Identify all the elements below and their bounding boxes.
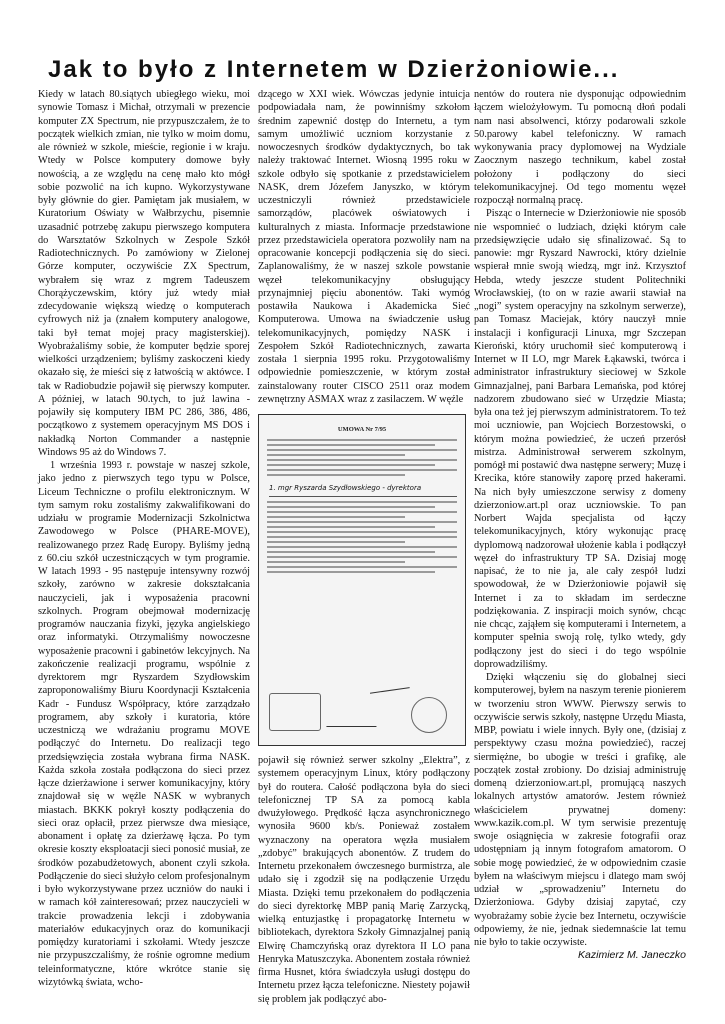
paragraph: dzącego w XXI wiek. Wówczas jedynie intuicja podpowiadała nam, że powinniśmy szkołom średnim zapewnić dostęp do Internetu, a tym samym umożliwić uczniom korzystanie z nowoczesnych środków dydaktycznych, bo tak należy traktować Internet. Wiosną 1995 roku w szkole odbyło się spotkanie z przedstawicielem NASK, drem Józefem Janyszko, w którym uczestniczyli również przedstawiciele samorządów, placówek oświatowych i kulturalnych z miasta. Informacje przedstawione przez przedstawiciela operatora pozwoliły nam na opracowanie koncepcji podłączenia się do sieci. Zaplanowaliśmy, że w naszej szkole powstanie węzeł telekomunikacyjny obsługujący przynajmniej pięciu abonentów. Taki wymóg postawiła Naukowa i Akademicka Sieć Komputerowa. Umowa na świadczenie usług telekomunikacyjnych, pomiędzy NASK i Zespołem Szkół Radiotechnicznych, zawarta została 1 sierpnia 1995 roku. Przygotowaliśmy odpowiednie pomieszczenie, w którym został zainstalowany router CISCO 2511 oraz modem zewnętrzny ASMAX wraz z zasilaczem. W węźle: [258, 89, 470, 405]
paragraph: Dzięki włączeniu się do globalnej sieci komputerowej, byłem na naszym terenie pionierem w tworzeniu stron WWW. Pierwszy serwis to oczywiście serwis szkoły, następne Urzędu Miasta, MBP, powiatu i wiele innych. Były one, (dzisiaj z perspektywy czasu można powiedzieć), raczej siermiężne, bo ubogie w treści i grafikę, ale początek został zrobiony. Do dzisiaj administruję domeną dzierzoniow.art.pl, promującą naszych lokalnych artystów amatorów. Jestem również właścicielem prywatnej domeny: www.kazik.com.pl. W tym serwisie prezentuję swoje osiągnięcia w zakresie fotografii oraz udostępniam ją innym fotografom amatorom. O sobie mogę powiedzieć, że w odpowiednim czasie byłem na właściwym miejscu i dlatego mam swój udział w „sprowadzeniu” Internetu do Dzierżoniowa. Gdyby dzisiaj zapytać, czy wyobrażamy sobie życie bez Internetu, oczywiście odpowiemy, że nie, jednak siedemnaście lat temu nie było to takie oczywiste.: [474, 672, 686, 948]
paragraph: Kiedy w latach 80.siątych ubiegłego wieku, moi synowie Tomasz i Michał, otrzymali w prezencie komputer ZX Spectrum, nie przypuszczałem, że to początek wielkich zmian, nie tylko w moim domu, ale również w szkole, mieście, regionie i w kraju. Wtedy w Polsce komputery domowe były nowością, a ze względu na cenę mało kto mógł sobie pozwolić na ich kupno. Wykorzystywane były głównie do gier. Pamiętam jak musiałem, w Kuratorium Oświaty w Wałbrzychu, pisemnie uzasadnić potrzebę zakupu pierwszego komputera do Warsztatów Szkolnych w Zespole Szkół Radiotechnicznych. Po zamówiony w Zielonej Górze komputer, oczywiście ZX Spectrum, wybrałem się wraz z mgrem Tadeuszem Chorążyczewskim, który już wtedy miał zdecydowanie większą wiedzę o komputerach cyfrowych niż ja (znałem komputery analogowe, taki był temat mojej pracy magisterskiej). Wyobrażaliśmy sobie, że komputer będzie sporej wielkości urządzeniem; byliśmy zaskoczeni kiedy okazało się, że mieści się z łatwością w aktówce. I tak w Radiobudzie pojawił się pierwszy komputer. A później, w latach 90.tych, to już lawina - pojawiły się komputery IBM PC 286, 386, 486, początkowo z systemem operacyjnym MS DOS i nakładką Norton Commander a następnie Windows 95 aż do Windows 7.: [38, 89, 250, 458]
scan-heading: UMOWA Nr 7/95: [337, 426, 387, 433]
scan-text-line: [267, 501, 457, 503]
scan-text-line: [267, 551, 435, 553]
scan-text-line: [267, 439, 457, 441]
scan-text-line: [267, 459, 457, 461]
scan-text-line: [267, 556, 457, 558]
scan-text-line: [267, 474, 405, 476]
scanned-agreement-image: [258, 414, 466, 746]
stamp-mark: [269, 693, 321, 731]
scan-text-line: [267, 531, 457, 533]
paragraph: 1 września 1993 r. powstaje w naszej szkole, jako jedno z pierwszych tego typu w Polsce, Liceum Techniczne o profilu elektronicznym. W tym samym roku zostaliśmy zakwalifikowani do udziału w programie Modernizacji Szkolnictwa Zawodowego w Polsce (PHARE-MOVE), realizowanego przez Radę Europy. Byliśmy jedną z 60.ciu szkół uczestniczących w tym programie. W latach 1993 - 95 następuje intensywny rozwój szkoły, zarówno w zakresie dokształcania nauczycieli, jak i wyposażenia pracowni szkolnych. Program obejmował modernizację programów nauczania fizyki, języka angielskiego oraz informatyki. Otrzymaliśmy nowoczesne wyposażenie pracowni i gabinetów lekcyjnych. Na zakończenie realizacji programu, wspólnie z dyrektorem mgr Ryszardem Szydłowskim zaproponowaliśmy Biuru Koordynacji Kształcenia Kadr - Fundusz Współpracy, które zarządzało programem, aby szkoły i kuratoria, które uczestniczą we wdrażaniu programu MOVE podłączyć do Internetu. Do realizacji tego przedsięwzięcia została wybrana firma NASK. Każda szkoła została podłączona do sieci przez łącze dzierżawione i serwer komunikacyjny, który znajdował się w węźle NASK w wybranych miastach. BKKK pokrył koszty podłączenia do sieci oraz opłacił, przez pierwsze dwa miesiące, abonament i opłatę za dzierżawę łącza. Po tym okresie koszty eksploatacji sieci ponosić musiał, ze środków pozabudżetowych, abonent czyli szkoła. Podłączenie do sieci służyło celom profesjonalnym i było wykorzystywane przez uczniów do nauki i w ramach kół zainteresowań; przez nauczycieli w trakcie prowadzenia lekcji i zdobywania materiałów edukacyjnych oraz do komunikacji pomiędzy kuratoriami i szkołami. Wtedy jeszcze nie przypuszczaliśmy, że rośnie ogromne medium teleinformatyczne, które wkrótce stanie się wizytówką świata, wcho-: [38, 460, 250, 988]
scan-text-line: [267, 541, 405, 543]
scan-text-line: [267, 566, 457, 568]
scan-text-line: [267, 561, 405, 563]
round-seal-mark: [411, 697, 447, 733]
paragraph: Pisząc o Internecie w Dzierżoniowie nie sposób nie wspomnieć o ludziach, dzięki którym całe przedsięwzięcie udało się sfinalizować. Są to panowie: mgr Ryszard Nawrocki, który dzielnie wspierał mnie swoją wiedzą, mgr inż. Krzysztof Hebda, wtedy jeszcze student Politechniki Wrocławskiej, (to on w razie awarii stawiał na „nogi” system operacyjny na szkolnym serwerze), pan Tomasz Maciejak, który nauczył mnie instalacji i konfiguracji Linuxa, mgr Szczepan Kieroński, który uruchomił sieć komputerową i Internet w II LO, mgr Marek Łąkawski, twórca i administrator infrastruktury sieciowej w Szkole Gimnazjalnej, pani Barbara Lemańska, pod której nadzorem zbudowano sieć w Urzędzie Miasta; była ona też jej pierwszym administratorem. To też moi uczniowie, pan Wojciech Borzestowski, o którym można powiedzieć, że uczeń przerósł mistrza. Administrował serwerem szkolnym, pomógł mi postawić dwa następne serwery; Muzę i Krecika, które stanowiły zaporę przed hakerami. Na nich były umieszczone serwisy z domeny dzierzoniow.art.pl oraz uczniowskie. To pan Norbert Wajda specjalista od łączy telekomunikacyjnych, który wykonując pracę dyplomową nadzorował ułożenie kabla i podłączył węzeł do infrastruktury TP SA. Dzisiaj mogę napisać, że to nie ja, ale cały zespół ludzi spowodował, że w Dzierżoniowie pojawił się Internet i za to składam im serdeczne podziękowania. Z inspiracji moich synów, chcąc nie chcąc, zająłem się komputerami i Internetem, a komputer spełnia swoją rolę, tylko wtedy, gdy podłączony jest do sieci i do tego wspólnie doprowadziliśmy.: [474, 208, 686, 670]
article-title: Jak to było z Internetem w Dzierżoniowie...: [48, 56, 620, 83]
scan-text-line: [267, 449, 457, 451]
scan-text-line: [267, 444, 435, 446]
scan-text-line: [267, 546, 457, 548]
paragraph: pojawił się również serwer szkolny „Elektra”, z systemem operacyjnym Linux, który podłączony był do routera. Całość podłączona była do sieci telefonicznej TP SA za pomocą kabla dwużyłowego. Prędkość łącza asynchronicznego wynosiła 9600 kb/s. Ponieważ zostałem wyznaczony na operatora węzła musiałem „zdobyć” brakujących abonentów. Z trudem do Internetu przekonałem ówczesnego burmistrza, ale udało się i zgodził się na podłączenie Urzędu Miasta. Dzięki temu przekonałem do podłączenia do sieci dyrektorkę MBP panią Marię Zarzycką, wielką entuzjastkę i propagatorkę Internetu w bibliotekach, dyrektora Szkoły Gimnazjalnej panią Elwirę Chamczyńską oraz dyrektora II LO pana Henryka Matuszczyka. Abonentem została również firma Husnet, która świadczyła usługi dostępu do Internetu przez łącza telefoniczne. Niestety pojawił się problem jak podłączyć abo-: [258, 755, 470, 1005]
scan-text-line: [267, 511, 457, 513]
column-2: [258, 88, 470, 1008]
scan-text-line: [267, 464, 435, 466]
scan-text-line: [267, 454, 405, 456]
column-1: [38, 88, 250, 1008]
scan-text-line: [267, 521, 457, 523]
scan-handwriting: 1. mgr Ryszarda Szydłowskiego - dyrektora: [269, 482, 457, 496]
scan-text-line: [267, 526, 435, 528]
author-signature: Kazimierz M. Janeczko: [578, 949, 686, 962]
scan-text-line: [267, 469, 457, 471]
scan-text-line: [267, 536, 457, 538]
scan-text-line: [267, 571, 435, 573]
column-3: [474, 88, 686, 1008]
signature-mark: [368, 675, 409, 693]
scan-text-line: [267, 506, 435, 508]
paragraph: nentów do routera nie dysponując odpowiednim łączem wielożyłowym. Tu pomocną dłoń podali nam nasi absolwenci, którzy podarowali szkole 50.parowy kabel telefoniczny. W ramach wykonywania pracy dyplomowej na Wydziale Zaocznym naszego technikum, kabel został położony i podłączony do sieci telekomunikacyjnej. Od tego momentu węzeł rozpoczął normalną pracę.: [474, 89, 686, 206]
signature-mark: [326, 712, 381, 727]
scan-text-line: [267, 516, 405, 518]
